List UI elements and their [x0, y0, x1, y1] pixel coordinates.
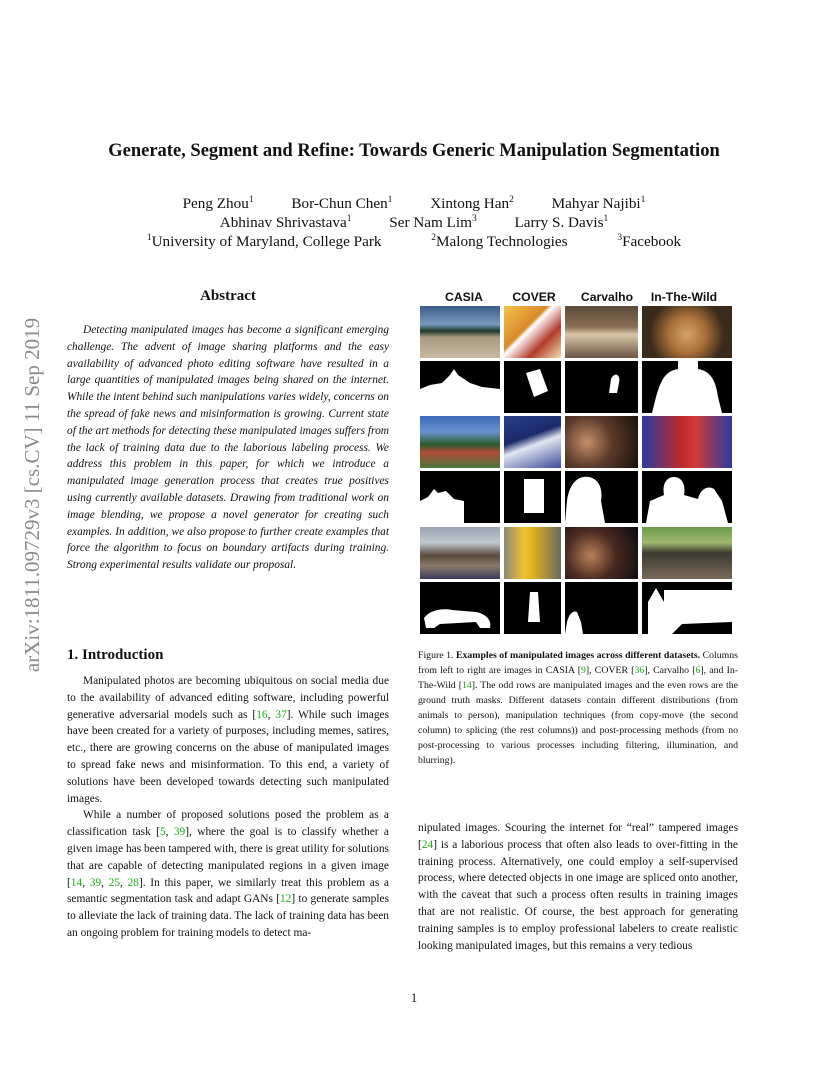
- figure-mask-carvalho-2: [565, 471, 638, 523]
- column-header-cover: COVER: [512, 290, 556, 304]
- citation-link[interactable]: 6: [695, 665, 701, 676]
- citation-link[interactable]: 16: [256, 708, 268, 721]
- figure-image-cover-1: [504, 306, 561, 358]
- affiliation: $^2$Malong Technologies: [431, 233, 568, 250]
- figure-mask-carvalho-1: [565, 361, 638, 413]
- author: Abhinav Shrivastava$^1$: [219, 214, 352, 231]
- paper-title: Generate, Segment and Refine: Towards Generic Manipulation Segmentation: [108, 141, 720, 161]
- figure-1: [418, 290, 738, 640]
- abstract-heading: Abstract: [200, 288, 256, 304]
- author: Ser Nam Lim$^3$: [389, 214, 477, 231]
- citation-link[interactable]: 28: [127, 876, 139, 889]
- arxiv-stamp: arXiv:1811.09729v3 [cs.CV] 11 Sep 2019: [20, 317, 44, 673]
- column-header-casia: CASIA: [445, 290, 483, 304]
- authors-line-2: [0, 214, 828, 232]
- page-number: 1: [410, 990, 418, 1005]
- figure-mask-cover-3: [504, 582, 561, 634]
- citation-link[interactable]: 36: [634, 665, 645, 676]
- figure-mask-carvalho-3: [565, 582, 638, 634]
- citation-link[interactable]: 5: [159, 826, 166, 839]
- affiliation: $^3$Facebook: [617, 233, 682, 250]
- authors-line-1: [0, 195, 828, 213]
- citation-link[interactable]: 24: [421, 838, 434, 851]
- author: Bor-Chun Chen$^1$: [291, 195, 393, 212]
- figure-mask-casia-3: [420, 582, 500, 634]
- citation-link[interactable]: 12: [279, 893, 292, 906]
- figure-image-wild-1: [642, 306, 732, 358]
- column-header-in-the-wild: In-The-Wild: [650, 290, 718, 304]
- figure-mask-casia-2: [420, 471, 500, 523]
- citation-link[interactable]: 39: [89, 876, 102, 889]
- affiliations: [0, 233, 828, 251]
- citation-link[interactable]: 37: [275, 708, 287, 721]
- figure-image-cover-3: [504, 527, 561, 579]
- citation-link[interactable]: 39: [173, 826, 186, 839]
- figure-image-carvalho-2: [565, 416, 638, 468]
- figure-mask-casia-1: [420, 361, 500, 413]
- figure-image-wild-2: [642, 416, 732, 468]
- figure-image-cover-2: [504, 416, 561, 468]
- figure-mask-cover-2: [504, 471, 561, 523]
- column-header-carvalho: Carvalho: [580, 290, 634, 304]
- intro-body: [67, 673, 389, 942]
- author: Xintong Han$^2$: [430, 195, 514, 212]
- figure-image-casia-1: [420, 306, 500, 358]
- intro-paragraph-2: While a number of proposed solutions posed the problem as a classification task [5, 39], where the goal is to classify whether a given image has been tampered with, there is great utility for solutions that are capable of detecting manipulated regions in a given image [14, 39, 25, 28]. In this paper, we similarly treat this problem as a semantic segmentation task and adapt GANs [12] to generate samples to alleviate the lack of training data. The lack of training data has been an ongoing problem for training models to detect ma-: [67, 809, 389, 939]
- figure-mask-wild-1: [642, 361, 732, 413]
- section-heading: 1. Introduction: [67, 647, 164, 663]
- figure-mask-cover-1: [504, 361, 561, 413]
- citation-link[interactable]: 14: [461, 680, 472, 691]
- affiliation: $^1$University of Maryland, College Park: [146, 233, 382, 250]
- figure-image-wild-3: [642, 527, 732, 579]
- author: Mahyar Najibi$^1$: [551, 195, 646, 212]
- figure-image-casia-2: [420, 416, 500, 468]
- figure-image-casia-3: [420, 527, 500, 579]
- abstract-text: Detecting manipulated images has become a significant emerging challenge. The advent of image sharing platforms and the easy availability of advanced photo editing software have resulted in a large quantities of manipulated images being shared on the internet. While the intent behind such manipulations varies widely, concerns on the spread of fake news and misinformation is growing. Current state of the art methods for detecting these manipulated images suffers from the lack of training data due to the laborious labeling process. We address this problem in this paper, for which we introduce a manipulated image generation process that creates true positives using currently available datasets. Drawing from traditional work on image blending, we propose a novel generator for creating such examples. In addition, we also propose to further create examples that force the algorithm to focus on boundary artifacts during training. Strong experimental results validate our proposal.: [67, 324, 389, 572]
- figure-image-carvalho-1: [565, 306, 638, 358]
- citation-link[interactable]: 14: [70, 876, 83, 889]
- figure-mask-wild-2: [642, 471, 732, 523]
- author: Peng Zhou$^1$: [182, 195, 254, 212]
- figure-image-carvalho-3: [565, 527, 638, 579]
- intro-paragraph-1: Manipulated photos are becoming ubiquitous on social media due to the availability of advanced editing software, including powerful generative adversarial models such as [16, 37]. While such images have been created for a variety of purposes, including memes, satires, etc., there are growing concerns on the abuse of manipulated images to spread fake news and misinformation. To this end, a variety of solutions have been developed towards detecting such manipulated images.: [67, 675, 390, 805]
- figure-caption: Figure 1. Examples of manipulated images across different datasets. Columns from left to right are images in CASIA [9], COVER [36], Carvalho [6], and In-The-Wild [14]. The odd rows are manipulated images and the even rows are the ground truth masks. Different datasets contain different distributions (from animals to person), manipulation techniques (from copy-move (the second column) to splicing (the rest columns)) and post-processing methods (from no post-processing to various processes including filtering, illumination, and blurring).: [418, 650, 739, 766]
- author: Larry S. Davis$^1$: [514, 214, 609, 231]
- right-column-body: nipulated images. Scouring the internet for “real” tampered images [24] is a laborious process that often also leads to over-fitting in the training process. Alternatively, one could employ a self-supervised process, where detected objects in one image are spliced onto another, with the caveat that such a process often results in training images that are not realistic. Of course, the best approach for generating training samples is to employ professional labelers to create realistic looking manipulated images, but this remains a very tedious: [418, 822, 738, 952]
- figure-mask-wild-3: [642, 582, 732, 634]
- citation-link[interactable]: 25: [108, 876, 121, 889]
- citation-link[interactable]: 9: [581, 665, 586, 676]
